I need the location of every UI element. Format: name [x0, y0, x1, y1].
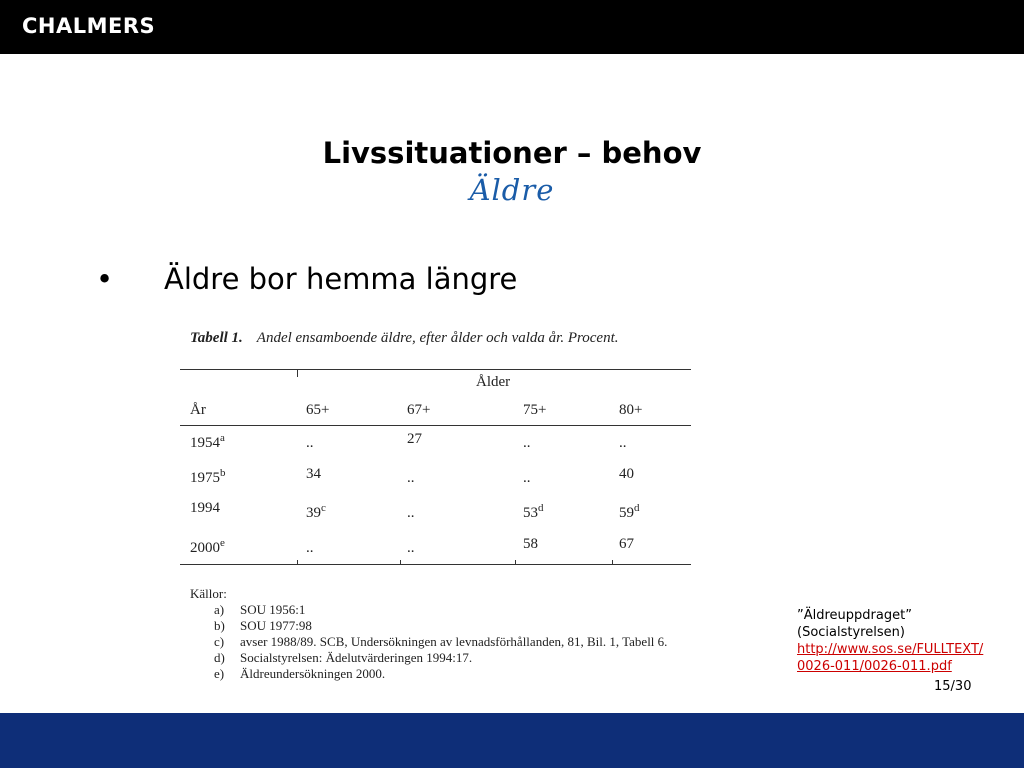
table-cell: 39$^c$ — [306, 502, 326, 521]
table-label: Tabell 1. — [190, 330, 243, 346]
page-number: 15/30 — [934, 679, 972, 694]
table-tick — [297, 369, 298, 377]
sources-title: Källor: — [190, 586, 227, 601]
table-caption — [190, 330, 619, 347]
table-col-header: 80+ — [619, 402, 643, 418]
table-tick — [612, 560, 613, 565]
table-cell: .. — [523, 470, 531, 486]
reference-title: ”Äldreuppdraget” — [797, 608, 912, 623]
source-item: c) avser 1988/89. SCB, Undersökningen av levnadsförhållanden, 81, Bil. 1, Tabell 6. — [214, 634, 668, 649]
table-cell: .. — [523, 435, 531, 451]
table-cell: .. — [306, 435, 314, 451]
chalmers-logo: CHALMERS — [22, 14, 156, 38]
table-cell: 67 — [619, 536, 634, 552]
table-cell: 34 — [306, 466, 321, 482]
bottom-bar — [0, 713, 1024, 768]
reference-note — [797, 607, 987, 675]
source-item: d) Socialstyrelsen: Ädelutvärderingen 1994:17. — [214, 650, 473, 665]
table-rule-top — [180, 369, 691, 370]
table-cell: 59$^d$ — [619, 502, 640, 521]
table-cell-year: 1994 — [190, 500, 220, 516]
source-item: a) SOU 1956:1 — [214, 602, 306, 617]
table-caption-text: Andel ensamboende äldre, efter ålder och valda år. Procent. — [256, 330, 619, 346]
table-group-header: Ålder — [476, 374, 511, 390]
table-cell-year: 1975$^b$ — [190, 467, 226, 486]
slide-subtitle: Äldre — [469, 173, 555, 207]
table-cell-year: 2000e — [190, 537, 225, 556]
table-cell: .. — [407, 505, 415, 521]
source-item: b) SOU 1977:98 — [214, 618, 312, 633]
reference-link[interactable]: http://www.sos.se/FULLTEXT/0026-011/0026-011.pdf — [797, 642, 984, 674]
table-cell: .. — [407, 470, 415, 486]
source-item: e) Äldreundersökningen 2000. — [214, 666, 386, 681]
table-tick — [515, 560, 516, 565]
table-cell: .. — [619, 435, 627, 451]
table-cell: .. — [407, 540, 415, 556]
table-col-header: År — [190, 402, 206, 418]
table-cell: .. — [306, 540, 314, 556]
slide-title: Livssituationer – behov — [322, 136, 702, 170]
bullet-text: Äldre bor hemma längre — [164, 262, 518, 296]
table-col-header: 67+ — [407, 402, 431, 418]
reference-source: (Socialstyrelsen) — [797, 625, 905, 640]
table-col-header: 65+ — [306, 402, 330, 418]
table-tick — [400, 560, 401, 565]
table-image — [180, 320, 720, 690]
table-cell: 58 — [523, 536, 538, 552]
table-tick — [297, 560, 298, 565]
table-rule-bottom — [180, 564, 691, 565]
table-cell-year: 1954$^a$ — [190, 432, 225, 451]
table-cell: 53$^d$ — [523, 502, 544, 521]
top-bar — [0, 0, 1024, 54]
bullet-marker: • — [96, 262, 114, 296]
table-col-header: 75+ — [523, 402, 547, 418]
table-cell: 27 — [407, 431, 422, 447]
table-cell: 40 — [619, 466, 634, 482]
table-rule-header — [180, 425, 691, 426]
